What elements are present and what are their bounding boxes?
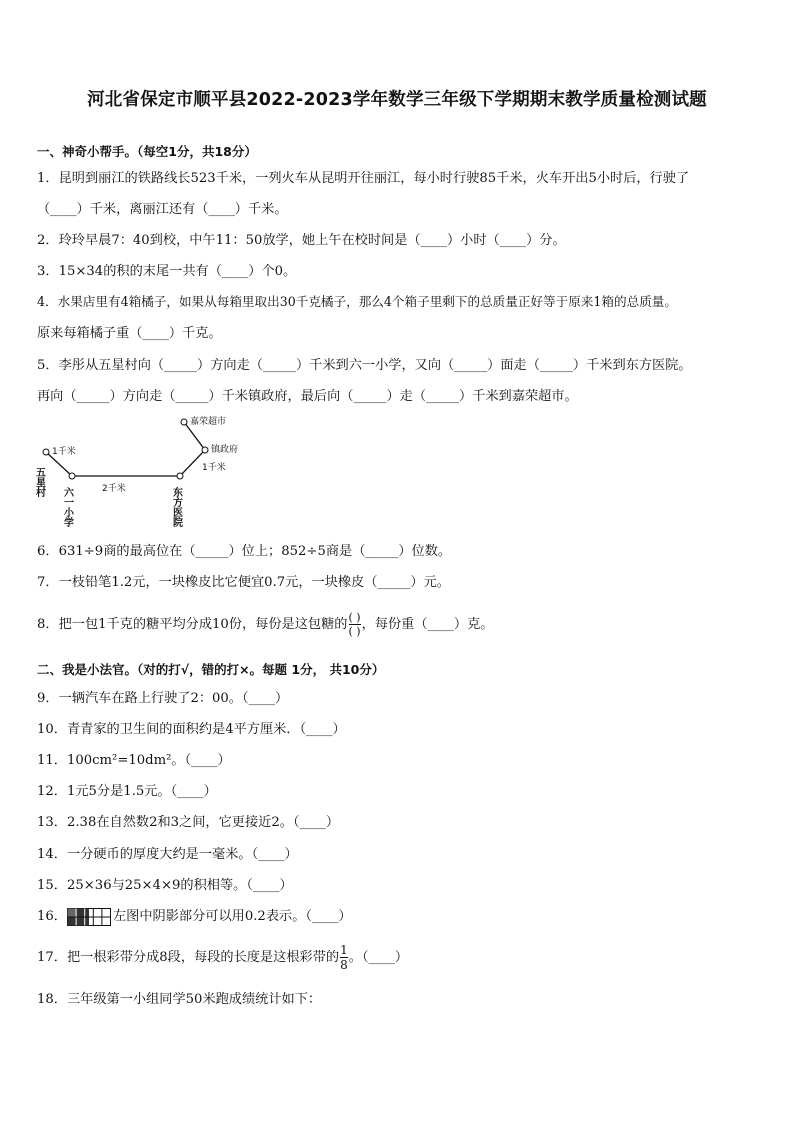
label-jiarong: 嘉荣超市 [190,417,227,427]
label-zhenzhengfu: 镇政府 [211,445,239,455]
question-16 [37,905,352,929]
question-3: 3．15×34的积的末尾一共有（____）个0。 [37,264,297,279]
section-heading-2: 二、我是小法官。（对的打√，错的打×。每题 1分， 共10分） [37,662,385,677]
node-dongfang [177,473,183,479]
question-6: 6．631÷9商的最高位在（_____）位上；852÷5商是（_____）位数。 [37,544,452,559]
node-liuyi [69,473,75,479]
shaded-grid-icon [67,908,111,926]
question-1-line-1: 1．昆明到丽江的铁路线长523千米，一列火车从昆明开往丽江，每小时行驶85千米，火车开出5小时后，行驶了 [37,171,690,186]
question-17-text-a: 17．把一根彩带分成8段，每段的长度是这根彩带的 [37,950,340,965]
label-distance-2: 2千米 [102,484,126,494]
label-distance-1: 1千米 [52,447,76,457]
fraction-blank [349,612,361,637]
question-1-line-2: （____）千米，离丽江还有（____）千米。 [37,202,288,217]
route-map-diagram [33,412,246,532]
question-15: 15．25×36与25×4×9的积相等。（____） [37,878,293,893]
label-liuyi: 六一小学 [61,487,73,527]
fraction-denominator: ( ) [348,625,361,638]
question-16-number: 16． [37,909,67,924]
fraction-numerator: 1 [340,943,348,957]
label-distance-3: 1千米 [202,463,226,473]
question-16-text: 左图中阴影部分可以用0.2表示。（____） [112,909,352,924]
node-zhenzhengfu [202,447,208,453]
node-jiarong [181,419,187,425]
question-11: 11．100cm²=10dm²。（____） [37,753,231,768]
question-13: 13．2.38在自然数2和3之间，它更接近2。（____） [37,815,340,830]
question-5-line-2: 再向（_____）方向走（_____）千米镇政府，最后向（_____）走（_____）千米到嘉荣超市。 [37,389,578,404]
page-title: 河北省保定市顺平县2022-2023学年数学三年级下学期期末教学质量检测试题 [87,90,707,110]
question-17 [37,943,408,973]
question-14: 14．一分硬币的厚度大约是一毫米。（____） [37,847,298,862]
label-wuxingcun: 五星村 [33,467,45,497]
question-12: 12．1元5分是1.5元。（____） [37,784,217,799]
section-heading-1: 一、神奇小帮手。（每空1分，共18分） [37,144,257,159]
node-wuxingcun [43,449,49,455]
question-18: 18．三年级第一小组同学50米跑成绩统计如下： [37,992,322,1007]
question-8 [37,612,493,638]
fraction-one-eighth [340,944,348,971]
question-10: 10．青青家的卫生间的面积约是4平方厘米．（____） [37,722,346,737]
label-dongfang: 东方医院 [170,487,182,527]
question-17-text-b: 。（____） [348,950,409,965]
question-8-text-b: ，每份重（____）克。 [361,617,494,632]
question-4-line-1: 4．水果店里有4箱橘子，如果从每箱里取出30千克橘子，那么4个箱子里剩下的总质量正好等于原来1箱的总质量。 [37,294,677,309]
question-2: 2．玲玲早晨7：40到校，中午11：50放学，她上午在校时间是（____）小时（____）分。 [37,233,566,248]
question-5-line-1: 5．李彤从五星村向（_____）方向走（_____）千米到六一小学，又向（_____）面走（_____）千米到东方医院。 [37,358,692,373]
fraction-denominator: 8 [340,958,348,972]
question-7: 7．一枝铅笔1.2元，一块橡皮比它便宜0.7元，一块橡皮（_____）元。 [37,575,450,590]
question-9: 9．一辆汽车在路上行驶了2：00。（____） [37,691,289,706]
fraction-numerator: ( ) [348,611,361,624]
question-8-text-a: 8．把一包1千克的糖平均分成10份，每份是这包糖的 [37,617,348,632]
question-4-line-2: 原来每箱橘子重（____）千克。 [37,326,222,341]
